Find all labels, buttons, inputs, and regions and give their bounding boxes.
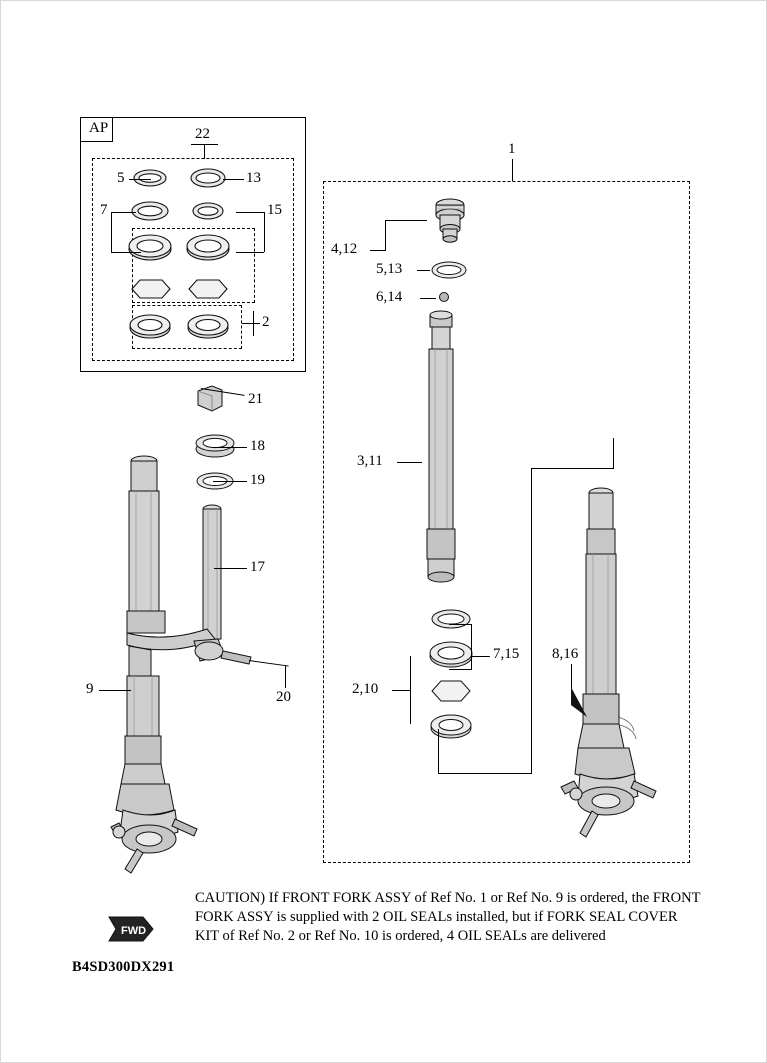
caution-note: CAUTION) If FRONT FORK ASSY of Ref No. 1 or Ref No. 9 is ordered, the FRONT FORK ASSY is supplied with 2 OIL SEALs installed, but if FORK SEAL COVER KIT of Ref No. 2 or Ref No. 10 is ordered, 4 OIL SEALs are delivered bbox=[195, 890, 701, 944]
leader-7-h2 bbox=[111, 252, 141, 253]
ap-label-divider bbox=[112, 117, 113, 142]
leader-8-16-arrow bbox=[561, 687, 597, 723]
callout-19: 19 bbox=[250, 472, 265, 488]
callout-7-15: 7,15 bbox=[493, 646, 520, 662]
leader-7-v bbox=[111, 212, 112, 252]
bracket-right-vertical bbox=[613, 438, 614, 468]
callout-15: 15 bbox=[267, 202, 282, 218]
callout-17: 17 bbox=[250, 559, 265, 575]
bracket-right-bottom bbox=[438, 773, 532, 774]
leader-2-10-v bbox=[410, 656, 411, 724]
dust-seal-21 bbox=[190, 383, 230, 415]
leader-20-v bbox=[285, 666, 286, 688]
callout-6-14: 6,14 bbox=[376, 289, 403, 305]
leader-13 bbox=[223, 179, 244, 180]
fork-seal-group-right bbox=[411, 606, 491, 741]
svg-text:FWD: FWD bbox=[121, 925, 147, 937]
bracket-right-top bbox=[531, 468, 614, 469]
callout-8-16: 8,16 bbox=[552, 646, 579, 662]
leader-15-v bbox=[264, 212, 265, 252]
leader-4-12-h2 bbox=[385, 220, 427, 221]
ap-seal-parts bbox=[92, 161, 297, 361]
leader-7-15-h2 bbox=[449, 624, 472, 625]
leader-15 bbox=[236, 212, 264, 213]
leader-7-15-h3 bbox=[449, 669, 472, 670]
leader-7-15-v bbox=[471, 624, 472, 669]
leader-3-11 bbox=[397, 462, 422, 463]
fwd-arrow-marker bbox=[105, 911, 161, 947]
leader-18 bbox=[213, 447, 247, 448]
fork-oring-5-13 bbox=[426, 259, 472, 281]
leader-5-13 bbox=[417, 270, 430, 271]
leader-2-10 bbox=[392, 690, 410, 691]
front-fork-assy-left bbox=[109, 451, 279, 876]
callout-4-12: 4,12 bbox=[331, 241, 358, 257]
leader-2-v bbox=[253, 311, 254, 336]
callout-13: 13 bbox=[246, 170, 261, 186]
leader-2 bbox=[242, 323, 260, 324]
leader-7 bbox=[111, 212, 136, 213]
callout-3-11: 3,11 bbox=[357, 453, 383, 469]
leader-5 bbox=[129, 179, 151, 180]
callout-18: 18 bbox=[250, 438, 265, 454]
ap-panel-label: AP bbox=[89, 120, 109, 136]
leader-4-12-v bbox=[385, 220, 386, 251]
callout-20: 20 bbox=[276, 689, 291, 705]
diagram-code: B4SD300DX291 bbox=[72, 959, 175, 975]
callout-21: 21 bbox=[248, 391, 263, 407]
ap-label-underline bbox=[80, 141, 113, 142]
callout-22: 22 bbox=[195, 126, 210, 142]
fork-ball-6-14 bbox=[435, 289, 453, 305]
leader-22-h bbox=[191, 144, 218, 145]
leader-1 bbox=[512, 159, 513, 181]
callout-2-10: 2,10 bbox=[352, 681, 379, 697]
leader-22 bbox=[204, 144, 205, 159]
callout-9: 9 bbox=[86, 681, 94, 697]
fork-cap-bolt bbox=[426, 197, 474, 249]
callout-7: 7 bbox=[100, 202, 108, 218]
leader-9 bbox=[99, 690, 131, 691]
callout-5-13: 5,13 bbox=[376, 261, 403, 277]
callout-2: 2 bbox=[262, 314, 270, 330]
front-fork-leg-right bbox=[556, 481, 676, 856]
leader-7-15 bbox=[471, 656, 490, 657]
leader-15-h2 bbox=[236, 252, 264, 253]
callout-5: 5 bbox=[117, 170, 125, 186]
callout-1: 1 bbox=[508, 141, 516, 157]
bracket-right-bottom-v bbox=[438, 729, 439, 774]
leader-4-12 bbox=[370, 250, 385, 251]
bracket-right-left bbox=[531, 468, 532, 773]
leader-6-14 bbox=[420, 298, 436, 299]
fork-inner-tube-3-11 bbox=[419, 309, 467, 589]
